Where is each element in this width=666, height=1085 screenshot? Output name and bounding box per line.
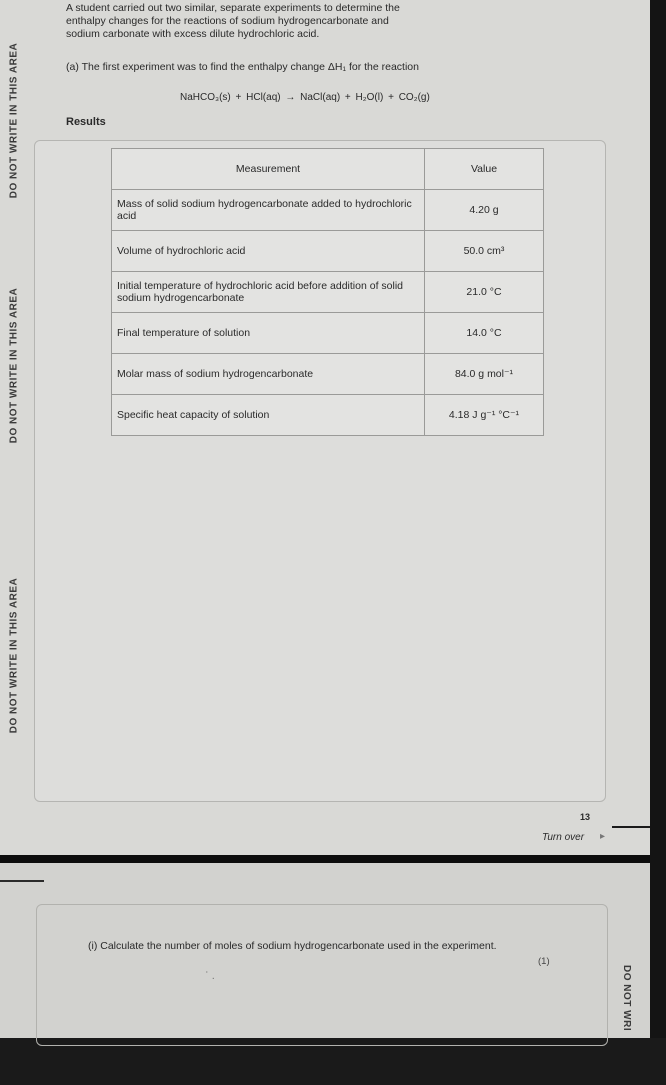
part-a-label: (a) [66, 61, 79, 73]
results-heading: Results [66, 116, 106, 128]
part-a-statement [66, 61, 419, 73]
header-measurement: Measurement [112, 149, 425, 190]
turn-over-arrow-icon: ▸ [600, 831, 606, 842]
part-a-text: The first experiment was to find the enthalpy change ΔH₁ for the reaction [81, 61, 419, 73]
dark-background-strip [650, 0, 666, 1038]
question-intro [66, 2, 506, 41]
table-row [112, 231, 544, 272]
table-row [112, 354, 544, 395]
row-measurement: Mass of solid sodium hydrogencarbonate added to hydrochloric acid [112, 190, 425, 231]
header-value: Value [425, 149, 544, 190]
reaction-equation: NaHCO₃(s) + HCl(aq) → NaCl(aq) + H₂O(l) + CO₂(g) [180, 92, 430, 103]
table-row [112, 395, 544, 436]
row-measurement: Specific heat capacity of solution [112, 395, 425, 436]
row-value: 50.0 cm³ [425, 231, 544, 272]
pencil-mark: ʿ . [205, 970, 215, 982]
corner-rule [612, 826, 650, 828]
marks-label: (1) [538, 956, 550, 967]
table-row [112, 313, 544, 354]
margin-warning-right: DO NOT WRI [621, 965, 632, 1032]
intro-line-1: A student carried out two similar, separate experiments to determine the [66, 2, 400, 14]
page-number: 13 [580, 812, 591, 822]
row-measurement: Volume of hydrochloric acid [112, 231, 425, 272]
margin-warning-middle: DO NOT WRITE IN THIS AREA [8, 287, 20, 444]
table-row [112, 272, 544, 313]
row-value: 4.20 g [425, 190, 544, 231]
margin-warning-top: DO NOT WRITE IN THIS AREA [8, 42, 20, 199]
row-measurement: Molar mass of sodium hydrogencarbonate [112, 354, 425, 395]
table-header-row [112, 149, 544, 190]
row-value: 4.18 J g⁻¹ °C⁻¹ [425, 395, 544, 436]
row-value: 84.0 g mol⁻¹ [425, 354, 544, 395]
page2-answer-area[interactable] [36, 904, 608, 1046]
results-table [111, 148, 544, 436]
page2-rule [0, 880, 44, 882]
table-row [112, 190, 544, 231]
row-measurement: Final temperature of solution [112, 313, 425, 354]
row-value: 21.0 °C [425, 272, 544, 313]
row-measurement: Initial temperature of hydrochloric acid before addition of solid sodium hydrogencarbonate [112, 272, 425, 313]
turn-over-label: Turn over [542, 832, 585, 843]
row-value: 14.0 °C [425, 313, 544, 354]
page-gap-band [0, 855, 650, 863]
margin-warning-bottom: DO NOT WRITE IN THIS AREA [8, 577, 20, 734]
question-i-text: (i) Calculate the number of moles of sodium hydrogencarbonate used in the experiment. [88, 940, 497, 952]
intro-line-2: enthalpy changes for the reactions of sodium hydrogencarbonate and [66, 15, 389, 27]
intro-line-3: sodium carbonate with excess dilute hydrochloric acid. [66, 28, 320, 40]
